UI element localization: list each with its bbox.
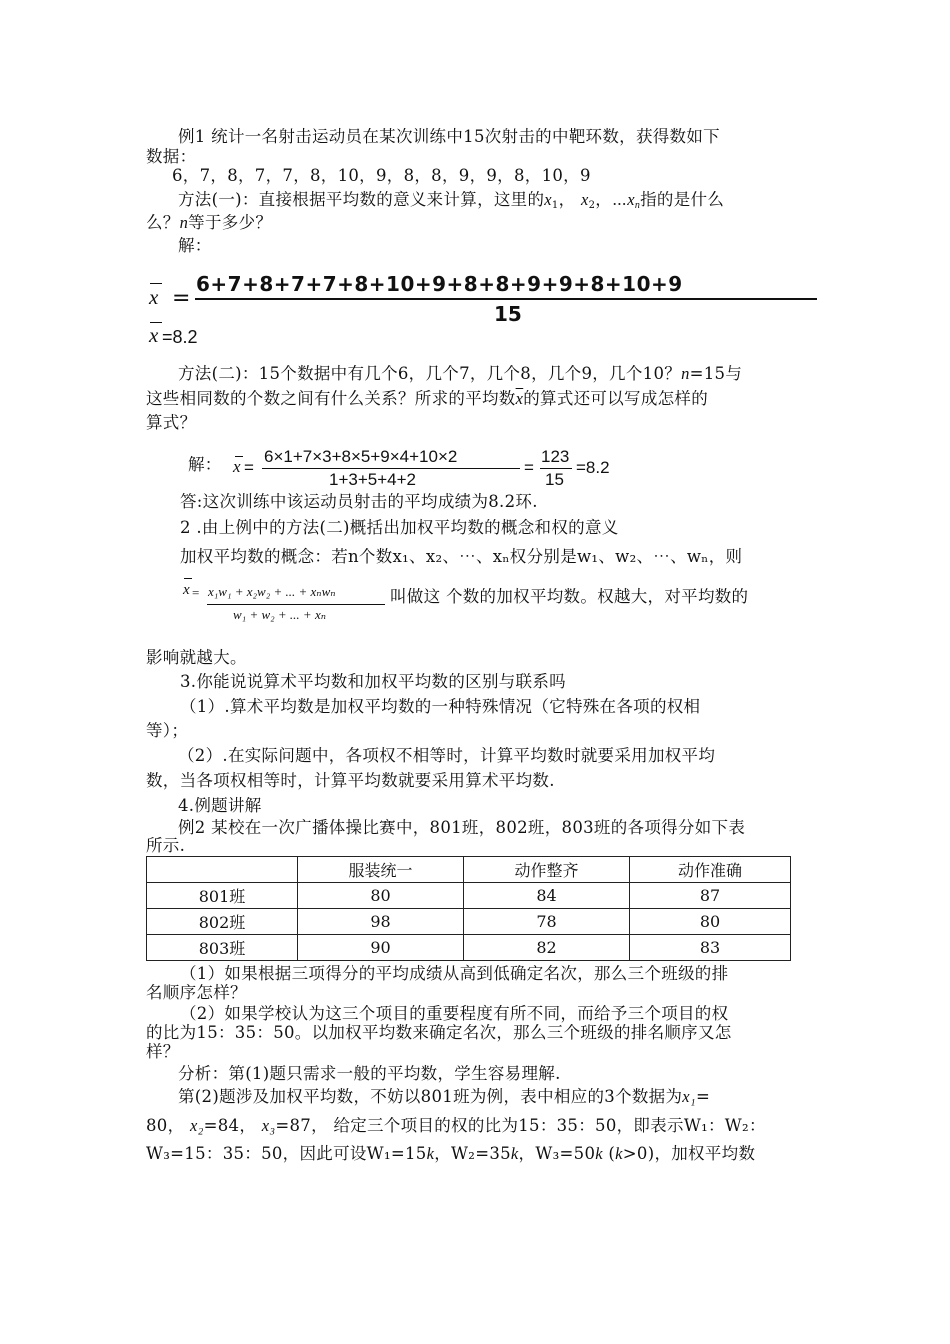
q1-line1: （1）如果根据三项得分的平均成绩从高到低确定名次，那么三个班级的排 bbox=[180, 964, 729, 983]
equals-sign: = bbox=[172, 286, 191, 311]
table-cell: 80 bbox=[630, 909, 791, 935]
table-cell: 802班 bbox=[147, 909, 298, 935]
xbar-symbol: x bbox=[149, 285, 159, 309]
section3-p1a: （1）.算术平均数是加权平均数的一种特殊情况（它特殊在各项的权相 bbox=[180, 697, 701, 716]
section2-concept: 加权平均数的概念：若n个数x₁、x₂、⋯、xₙ权分别是w₁、w₂、⋯、wₙ，则 bbox=[180, 547, 743, 566]
table-cell: 78 bbox=[464, 909, 630, 935]
q2-line1: （2）如果学校认为这三个项目的重要程度有所不同，而给予三个项目的权 bbox=[180, 1004, 729, 1023]
table-header-cell: 动作整齐 bbox=[464, 857, 630, 883]
section4-title: 4.例题讲解 bbox=[178, 796, 262, 815]
section2-line2: 影响就越大。 bbox=[146, 648, 247, 667]
method2-line1: 方法(二)：15个数据中有几个6，几个7，几个8，几个9，几个10？n=15与 bbox=[178, 364, 743, 383]
method2-line2: 这些相同数的个数之间有什么关系？所求的平均数$\overline{x}$的算式还可以写成怎样的 bbox=[146, 389, 709, 408]
weighted-denominator: 1+3+5+4+2 bbox=[329, 470, 416, 489]
ex2-line2: 所示. bbox=[146, 836, 186, 855]
xbar-symbol-3: x bbox=[233, 457, 241, 476]
table-cell: 83 bbox=[630, 935, 791, 961]
section2-title: 2 .由上例中的方法(二)概括出加权平均数的概念和权的意义 bbox=[180, 518, 619, 537]
q1-line2: 名顺序怎样？ bbox=[146, 983, 247, 1002]
section2-after: 叫做这 个数的加权平均数。权越大，对平均数的 bbox=[390, 587, 749, 606]
p3-line2: 80， x₂=84， x₃=87， 给定三个项目的权的比为15：35：50，即表示W₁：W₂： bbox=[146, 1116, 766, 1135]
frac2-bar bbox=[540, 468, 572, 469]
xbar-line-4 bbox=[184, 578, 192, 579]
big-numerator: 6+7+8+7+7+8+10+9+8+8+9+9+8+10+9 bbox=[196, 272, 683, 296]
p3-line3: W₃=15：35：50，因此可设W₁=15k，W₂=35k，W₃=50k (k>0)，加权平均数 bbox=[146, 1144, 756, 1163]
table-header-cell: 动作准确 bbox=[630, 857, 791, 883]
table-row bbox=[147, 909, 791, 935]
frac2-denominator: 15 bbox=[545, 470, 564, 489]
eq-sign-2: = bbox=[524, 458, 534, 477]
table-cell: 87 bbox=[630, 883, 791, 909]
big-denominator: 15 bbox=[494, 302, 522, 326]
method1-line2: 么？n等于多少？ bbox=[146, 213, 273, 232]
method1-line1: 方法(一)：直接根据平均数的意义来计算，这里的$x_1$， $x_2$，$\cdots x_n$指的是什么 bbox=[178, 190, 725, 211]
weighted-formula-bar bbox=[207, 604, 385, 605]
table-cell: 803班 bbox=[147, 935, 298, 961]
table-row bbox=[147, 883, 791, 909]
table-cell: 84 bbox=[464, 883, 630, 909]
formula-eq: = bbox=[192, 585, 200, 600]
score-table bbox=[146, 856, 791, 961]
section3-title: 3.你能说说算术平均数和加权平均数的区别与联系吗 bbox=[180, 672, 566, 691]
eq-sign-1: = bbox=[244, 458, 254, 477]
table-cell: 90 bbox=[298, 935, 464, 961]
section3-p2a: （2）.在实际问题中，各项权不相等时，计算平均数时就要采用加权平均 bbox=[178, 746, 716, 765]
method2-result: =8.2 bbox=[576, 458, 610, 477]
method2-answer: 答:这次训练中该运动员射击的平均成绩为8.2环. bbox=[180, 492, 538, 511]
weighted-fraction-bar bbox=[262, 468, 520, 469]
method2-solve: 解： bbox=[188, 455, 222, 474]
table-row bbox=[147, 935, 791, 961]
ex1-data: 6，7，8，7，7，8，10，9，8，8，9，9，8，10，9 bbox=[172, 166, 591, 185]
table-cell: 98 bbox=[298, 909, 464, 935]
weighted-numerator: 6×1+7×3+8×5+9×4+10×2 bbox=[264, 447, 458, 466]
section3-p2b: 数，当各项权相等时，计算平均数就要采用算术平均数. bbox=[146, 771, 555, 790]
frac2-numerator: 123 bbox=[541, 447, 570, 466]
q2-line3: 样？ bbox=[146, 1042, 180, 1061]
table-header-cell: 服装统一 bbox=[298, 857, 464, 883]
ex2-line1: 例2 某校在一次广播体操比赛中，801班，802班，803班的各项得分如下表 bbox=[178, 818, 746, 837]
analysis-line: 分析：第(1)题只需求一般的平均数，学生容易理解. bbox=[178, 1064, 561, 1083]
method2-line3: 算式？ bbox=[146, 413, 197, 432]
result-line: =8.2 bbox=[162, 327, 198, 347]
ex1-line1: 例1 统计一名射击运动员在某次训练中15次射击的中靶环数，获得数如下 bbox=[178, 127, 720, 146]
xbar-symbol-2: x bbox=[149, 323, 159, 347]
weighted-formula-num: x₁w₁ + x₂w₂ + ... + xₙwₙ bbox=[208, 584, 336, 599]
q2-line2: 的比为15：35：50。以加权平均数来确定名次，那么三个班级的排名顺序又怎 bbox=[146, 1023, 732, 1042]
method1-solve: 解： bbox=[178, 236, 212, 255]
p3-line1: 第(2)题涉及加权平均数，不妨以801班为例，表中相应的3个数据为x₁= bbox=[178, 1087, 711, 1106]
fraction-bar bbox=[195, 298, 817, 300]
table-cell: 82 bbox=[464, 935, 630, 961]
xbar-line bbox=[150, 283, 162, 284]
table-cell: 80 bbox=[298, 883, 464, 909]
section3-p1b: 等）； bbox=[146, 721, 189, 740]
ex1-line2: 数据： bbox=[146, 147, 197, 166]
table-header-row bbox=[147, 857, 791, 883]
table-cell: 801班 bbox=[147, 883, 298, 909]
weighted-formula-den: w₁ + w₂ + ... + xₙ bbox=[233, 607, 326, 622]
table-header-cell bbox=[147, 857, 298, 883]
xbar-symbol-4: x bbox=[183, 582, 190, 598]
